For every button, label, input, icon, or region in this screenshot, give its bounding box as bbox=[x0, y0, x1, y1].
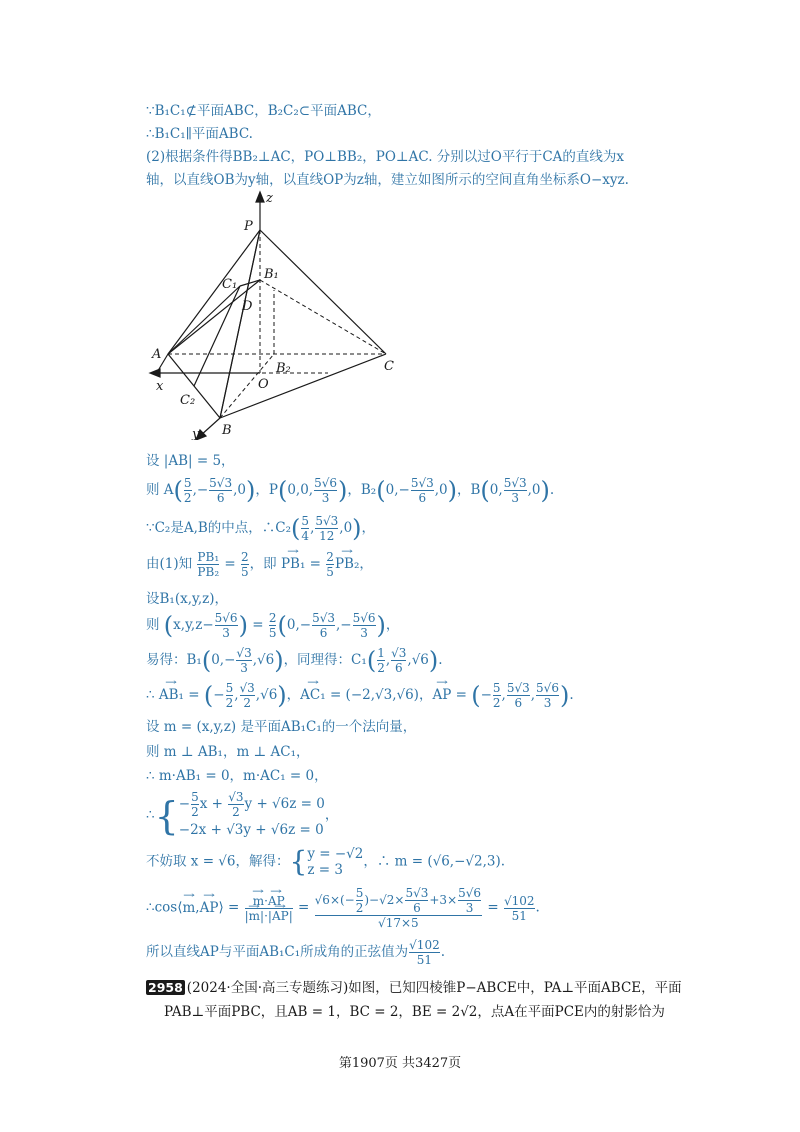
from1-label: 由(1)知 bbox=[146, 556, 193, 572]
text-line-4: 轴，以直线OB为y轴，以直线OP为z轴，建立如图所示的空间直角坐标系O−xyz. bbox=[146, 172, 629, 188]
perp-line: 则 m ⊥ AB₁，m ⊥ AC₁， bbox=[146, 744, 310, 760]
edge-PC bbox=[260, 230, 386, 354]
set-ab-line: 设 |AB| = 5， bbox=[146, 453, 235, 469]
label-B2: B₂ bbox=[276, 361, 291, 376]
take-line: 不妨取 x = √6，解得：{ y = −√2 z = 3 ，∴ m = (√6,−√2,3). bbox=[146, 845, 506, 878]
problem-text-1: (2024·全国·高三专题练习)如图，已知四棱锥P−ABCE中，PA⊥平面ABCE，平面 bbox=[186, 980, 682, 996]
final-line: 所以直线AP与平面AB₁C₁所成角的正弦值为 $\frac{√102}{51}$ . bbox=[146, 938, 446, 967]
then-label: 则 bbox=[146, 482, 160, 498]
edge-BP bbox=[220, 230, 260, 418]
x-arrow bbox=[150, 369, 160, 377]
vectors-line: ∴ → AB₁ = (− $\frac{5}{2}$ , $\frac{√3}{2}$ ,√6)，→ AC₁ = (−2,√3,√6)，→ AP = (− $\frac{5}{2}$ , $\frac{5√3}{6}$ , $\frac{5√6}{3}$ ). bbox=[146, 681, 574, 710]
edge-C2C1 bbox=[194, 286, 240, 386]
easy-line: 易得：B₁(0,− $\frac{√3}{3}$ ,√6)，同理得：C₁( $\frac{1}{2}$ , $\frac{√3}{6}$ ,√6). bbox=[146, 646, 443, 675]
dot-line: ∴ m·AB₁ = 0，m·AC₁ = 0， bbox=[146, 768, 328, 784]
final-label: 所以直线AP与平面AB₁C₁所成角的正弦值为 bbox=[146, 944, 409, 960]
sol-label: ，∴ m = (√6,−√2,3). bbox=[363, 853, 506, 870]
z-arrow bbox=[256, 192, 264, 202]
problem-line-2: PAB⊥平面PBC，且AB = 1，BC = 2，BE = 2√2，点A在平面PCE内的射影恰为 bbox=[164, 1004, 665, 1020]
label-C: C bbox=[384, 359, 394, 374]
then-label-2: 则 bbox=[146, 617, 160, 633]
c2-line: ∵C₂是A,B的中点，∴C₂( $\frac{5}{4}$ , $\frac{5√3}{12}$ ,0)， bbox=[146, 514, 376, 543]
set-m-line: 设 m = (x,y,z) 是平面AB₁C₁的一个法向量， bbox=[146, 719, 417, 735]
take-label: 不妨取 x = √6，解得： bbox=[146, 853, 290, 870]
page-footer: 第1907页 共3427页 bbox=[338, 1056, 462, 1071]
B1C-dashed bbox=[260, 280, 386, 354]
b1-eq-line: 则 (x,y,z− $\frac{5√6}{3}$ ) = $\frac{2}{5}$ (0,− $\frac{5√3}{6}$ ,− $\frac{5√6}{3}$ )， bbox=[146, 611, 400, 640]
label-D: D bbox=[242, 299, 253, 314]
label-C1: C₁ bbox=[222, 277, 238, 292]
same-label: ，同理得：C₁ bbox=[283, 652, 367, 668]
pyramid-diagram bbox=[148, 190, 408, 440]
edge-AC1 bbox=[168, 286, 240, 354]
easy-label: 易得：B₁ bbox=[146, 652, 202, 668]
label-C2: C₂ bbox=[180, 393, 196, 408]
text-line-1: ∵B₁C₁⊄平面ABC，B₂C₂⊂平面ABC， bbox=[146, 103, 381, 119]
label-P: P bbox=[244, 219, 253, 234]
label-O: O bbox=[258, 377, 269, 392]
label-x: x bbox=[156, 379, 164, 394]
problem-number-badge: 2958 bbox=[148, 980, 183, 995]
text-line-3: (2)根据条件得BB₂⊥AC，PO⊥BB₂，PO⊥AC. 分别以过O平行于CA的直线为x bbox=[146, 149, 625, 165]
c2-label: ∵C₂是A,B的中点，∴C₂ bbox=[146, 520, 292, 536]
label-y: y bbox=[192, 427, 200, 440]
edge-BC bbox=[220, 354, 386, 418]
text-line-2: ∴B₁C₁∥平面ABC. bbox=[146, 126, 253, 142]
label-z: z bbox=[266, 191, 273, 206]
cos-line: ∴cos⟨→ m,→ AP⟩ = → $\frac{m\cdot\to AP}{|\to m|\cdot|\to AP|}$ = √6×(− $\frac{5}{2}$ )−√2× $\frac{5√3}{6}$ +3× $\frac{5√6}{3}$ √17×5 = $\frac{√102}{51}$ . bbox=[146, 886, 540, 930]
ratio-line: 由(1)知 $\frac{\text{PB₁}}{\text{PB₂}}$ = $\frac{2}{5}$ ，即 → PB₁ = $\frac{2}{5}$ → PB₂， bbox=[146, 550, 373, 579]
coords-line: 则 A( $\frac{5}{2}$ ,− $\frac{5√3}{6}$ ,0)，P(0,0, $\frac{5√6}{3}$ )，B₂(0,− $\frac{5√3}{6}$ ,0)，B(0, $\frac{5√3}{3}$ ,0). bbox=[146, 476, 555, 505]
label-A: A bbox=[152, 347, 162, 362]
system-line: ∴{ − $\frac{5}{2}$ x + $\frac{√3}{2}$ y + √6z = 0 −2x + √3y + √6z = 0 ， bbox=[146, 790, 339, 838]
label-B1: B₁ bbox=[264, 267, 279, 282]
problem-line-1 bbox=[146, 976, 682, 996]
set-b1-line: 设B₁(x,y,z)， bbox=[146, 591, 229, 607]
label-B: B bbox=[222, 423, 232, 438]
